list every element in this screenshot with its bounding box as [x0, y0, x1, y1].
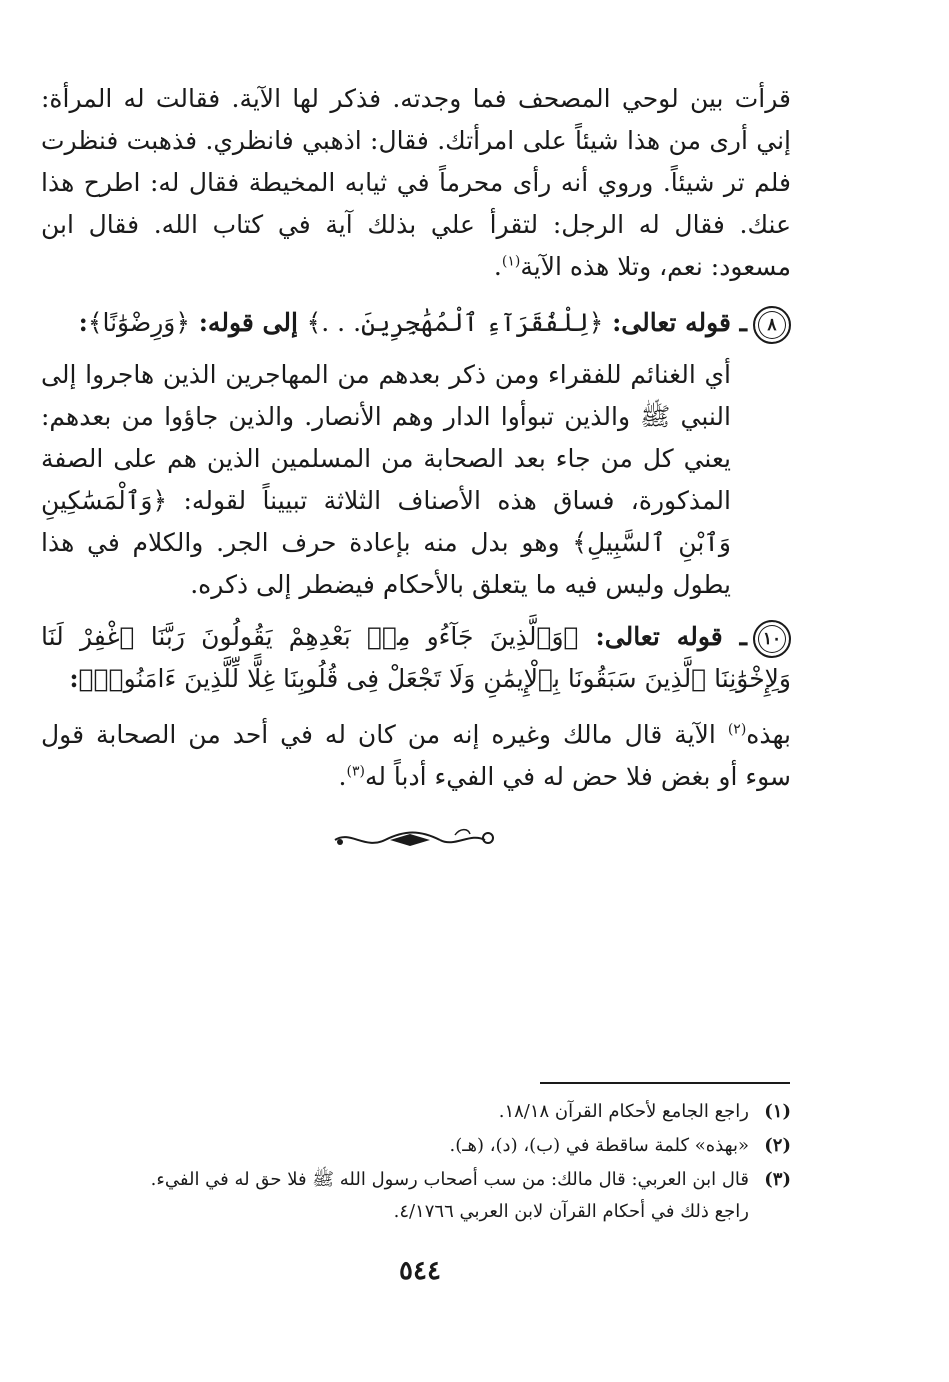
page-number: ٥٤٤ — [399, 1256, 441, 1286]
footnote-text-continued: راجع ذلك في أحكام القرآن لابن العربي ٤/١٧٦٦. — [393, 1201, 749, 1222]
footnote-number: (١) — [764, 1101, 791, 1122]
quran-quote-2: ﴿وَرِضْوَٰنًا﴾ — [87, 308, 190, 337]
verse-number-badge-8: ٨ — [753, 306, 791, 344]
paragraph-3 — [41, 714, 791, 798]
footnote-text: قال ابن العربي: قال مالك: من سب أصحاب رسول الله ﷺ فلا حق له في الفيء. — [150, 1169, 749, 1190]
footnote-3 — [41, 1164, 791, 1228]
footnote-text: راجع الجامع لأحكام القرآن ١٨/١٨. — [498, 1101, 749, 1122]
paragraph-3-end: . — [338, 762, 347, 791]
paragraph-2: أي الغنائم للفقراء ومن ذكر بعدهم من المهاجرين الذين هاجروا إلى النبي ﷺ والذين تبوأوا الدار وهم الأنصار. والذين جاؤوا من بعدهم: يعني كل من جاء بعد الصحابة من المسلمين الذين هم على الصفة المذكورة، فساق هذه الأصناف الثلاثة تبييناً لقوله: ﴿وَٱلْمَسَٰكِينِ وَٱبْنِ ٱلسَّبِيلِ﴾ وهو بدل منه بإعادة حرف الجر. والكلام في هذا يطول وليس فيه ما يتعلق بالأحكام فيضطر إلى ذكره. — [41, 360, 731, 599]
paragraph-1 — [41, 78, 791, 288]
heading-end: : — [78, 308, 88, 337]
verse-heading-8 — [41, 302, 791, 344]
footnote-number: (٣) — [764, 1169, 791, 1190]
footnote-1 — [41, 1096, 791, 1128]
paragraph-3-text-a: بهذه — [746, 720, 791, 749]
footnote-text: «بهذه» كلمة ساقطة في (ب)، (د)، (هـ). — [449, 1135, 749, 1156]
footnote-number: (٢) — [764, 1135, 791, 1156]
footnote-2 — [41, 1130, 791, 1162]
heading-mid: إلى قوله: — [190, 308, 307, 337]
verse-heading-10 — [41, 616, 791, 700]
heading-end-2: : — [69, 664, 79, 693]
footnote-ref-3[interactable]: (٣) — [346, 763, 365, 780]
footnote-ref-2[interactable]: (٢) — [727, 721, 747, 738]
ornament-divider-icon — [330, 820, 500, 860]
quran-quote-3: ﴿وَٱلَّذِينَ جَآءُو مِنۢ بَعْدِهِمْ يَقُولُونَ رَبَّنَا ٱغْفِرْ لَنَا وَلِإِخْوَٰنِنَا ٱلَّذِينَ سَبَقُونَا بِٱلْإِيمَٰنِ وَلَا تَجْعَلْ فِى قُلُوبِنَا غِلًّا لِّلَّذِينَ ءَامَنُوا۟﴾ — [41, 622, 791, 693]
paragraph-1-text: قرأت بين لوحي المصحف فما وجدته. فذكر لها الآية. فقالت له المرأة: إني أرى من هذا شيئاً على امرأتك. فقال: اذهبي فانظري. فذهبت فنظرت فلم تر شيئاً. وروي أنه رأى محرماً في ثيابه المخيطة فقال له: اطرح هذا عنك. فقال له الرجل: لتقرأ علي بذلك آية في كتاب الله. فقال ابن مسعود: نعم، وتلا هذه الآية — [41, 84, 791, 281]
paragraph-3-text-b: الآية قال مالك وغيره إنه من كان له في أحد من الصحابة قول سوء أو بغض فلا حض له في الفيء أدباً له — [41, 720, 791, 791]
footnote-ref-1[interactable]: (١) — [501, 253, 521, 270]
quran-quote: ﴿لِلْفُقَرَآءِ ٱلْمُهَٰجِرِينَ. . .﴾ — [306, 308, 604, 337]
heading-label-2: ـ قوله تعالى: — [578, 622, 748, 651]
verse-number-badge-10: ١٠ — [753, 620, 791, 658]
footnote-separator — [540, 1082, 790, 1084]
heading-label: ـ قوله تعالى: — [603, 308, 747, 337]
paragraph-1-end: . — [493, 252, 502, 281]
